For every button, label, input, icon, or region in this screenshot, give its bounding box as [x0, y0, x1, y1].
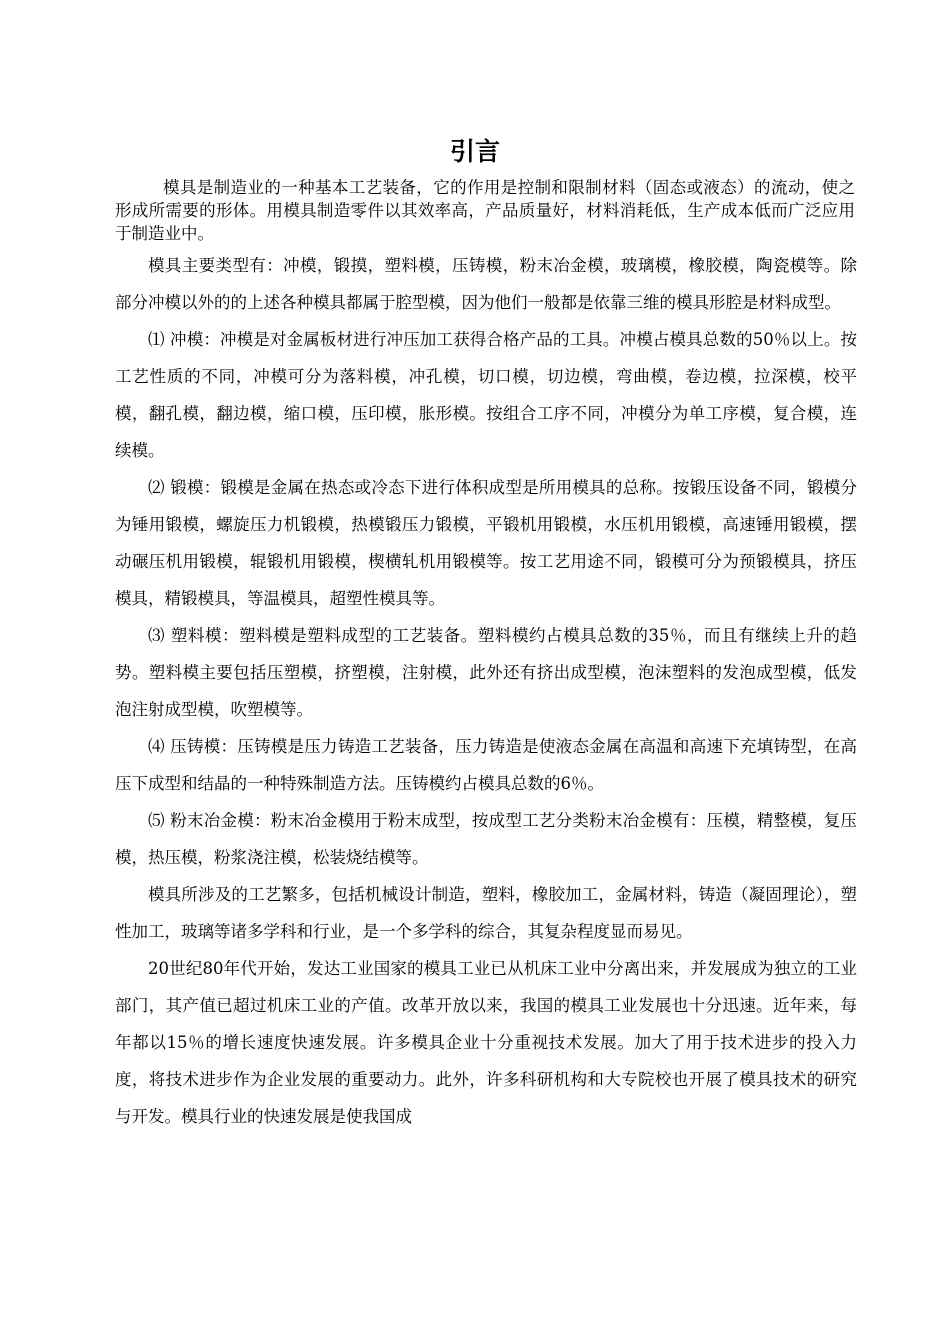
paragraph-industry-development: 20世纪80年代开始，发达工业国家的模具工业已从机床工业中分离出来，并发展成为独立的工业部门，其产值已超过机床工业的产值。改革开放以来，我国的模具工业发展也十分迅速。近年来，每年都以15％的增长速度快速发展。许多模具企业十分重视技术发展。加大了用于技术进步的投入力度，将技术进步作为企业发展的重要动力。此外，许多科研机构和大专院校也开展了模具技术的研究与开发。模具行业的快速发展是使我国成: [115, 959, 857, 1126]
paragraph-forging-die: ⑵ 锻模：锻模是金属在热态或冷态下进行体积成型是所用模具的总称。按锻压设备不同，锻模分为锤用锻模，螺旋压力机锻模，热模锻压力锻模，平锻机用锻模，水压机用锻模，高速锤用锻模，摆动碾压机用锻模，辊锻机用锻模，楔横轧机用锻模等。按工艺用途不同，锻模可分为预锻模具，挤压模具，精锻模具，等温模具，超塑性模具等。: [115, 478, 857, 608]
intro-paragraph: 模具是制造业的一种基本工艺装备，它的作用是控制和限制材料（固态或液态）的流动，使之形成所需要的形体。用模具制造零件以其效率高，产品质量好，材料消耗低，生产成本低而广泛应用于制造业中。: [115, 178, 855, 243]
paragraph-mold-types: 模具主要类型有：冲模，锻摸，塑料模，压铸模，粉末冶金模，玻璃模，橡胶模，陶瓷模等。除部分冲模以外的的上述各种模具都属于腔型模，因为他们一般都是依靠三维的模具形腔是材料成型。: [115, 256, 857, 312]
paragraph-mold-disciplines: 模具所涉及的工艺繁多，包括机械设计制造，塑料，橡胶加工，金属材料，铸造（凝固理论），塑性加工，玻璃等诸多学科和行业，是一个多学科的综合，其复杂程度显而易见。: [115, 885, 857, 941]
paragraph-plastic-mold: ⑶ 塑料模：塑料模是塑料成型的工艺装备。塑料模约占模具总数的35％，而且有继续上升的趋势。塑料模主要包括压塑模，挤塑模，注射模，此外还有挤出成型模，泡沫塑料的发泡成型模，低发泡注射成型模，吹塑模等。: [115, 626, 857, 719]
paragraph-die-casting-mold: ⑷ 压铸模：压铸模是压力铸造工艺装备，压力铸造是使液态金属在高温和高速下充填铸型，在高压下成型和结晶的一种特殊制造方法。压铸模约占模具总数的6％。: [115, 737, 857, 793]
paragraph-powder-metallurgy-mold: ⑸ 粉末冶金模：粉末冶金模用于粉末成型，按成型工艺分类粉末冶金模有：压模，精整模，复压模，热压模，粉浆浇注模，松装烧结模等。: [115, 811, 857, 867]
paragraph-stamping-die: ⑴ 冲模：冲模是对金属板材进行冲压加工获得合格产品的工具。冲模占模具总数的50％以上。按工艺性质的不同，冲模可分为落料模，冲孔模，切口模，切边模，弯曲模，卷边模，拉深模，校平模，翻孔模，翻边模，缩口模，压印模，胀形模。按组合工序不同，冲模分为单工序模，复合模，连续模。: [115, 330, 857, 460]
page-title: 引言: [449, 137, 500, 166]
body-text: [115, 247, 857, 1135]
